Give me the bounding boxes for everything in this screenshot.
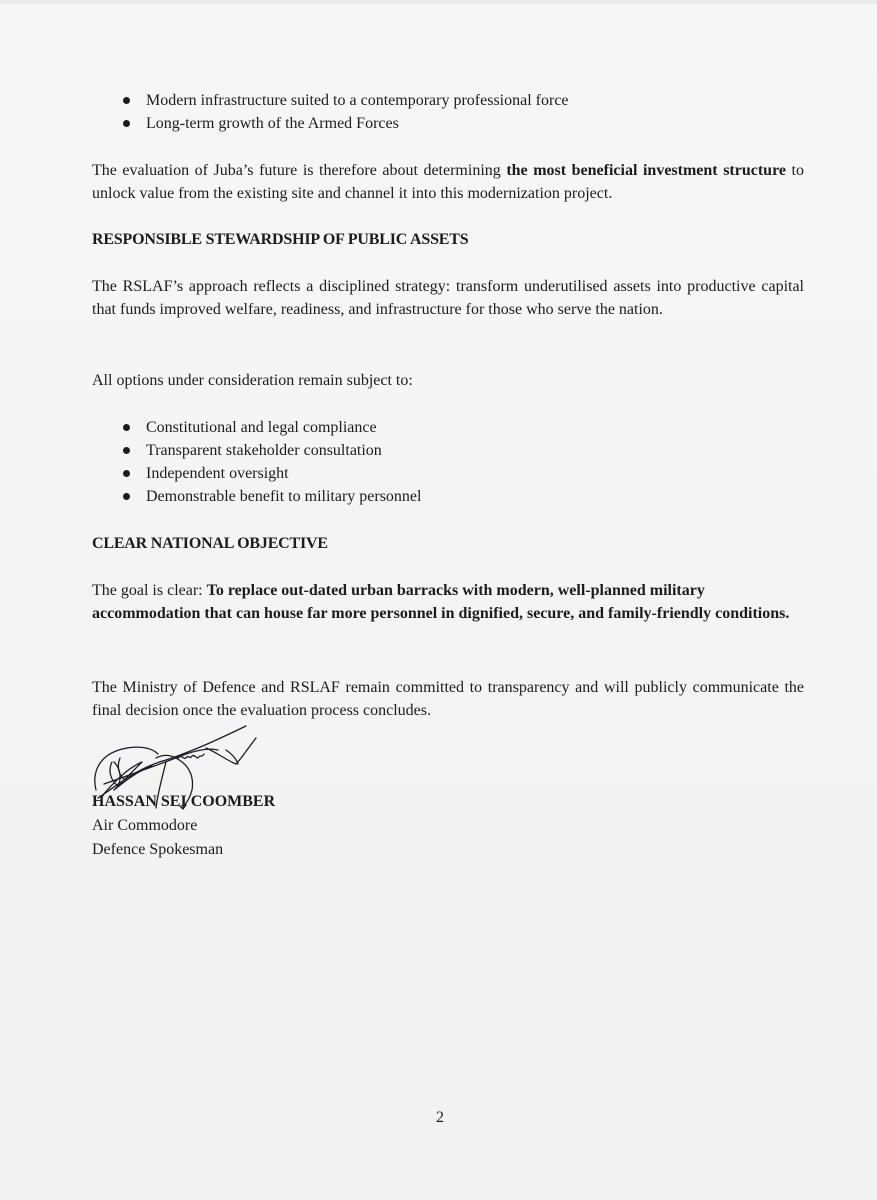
bullet-icon [123, 447, 130, 454]
bullet-icon [123, 424, 130, 431]
closing-paragraph: The Ministry of Defence and RSLAF remain committed to transparency and will publicly communicate the final decision once the evaluation process concludes. [92, 679, 804, 719]
paragraph-text: The goal is clear: [92, 582, 207, 599]
top-bullet-list [120, 89, 569, 135]
options-intro: All options under consideration remain subject to: [92, 372, 413, 389]
list-item [120, 89, 569, 112]
list-item-text: Independent oversight [146, 465, 289, 482]
evaluation-paragraph [92, 159, 804, 205]
bullet-icon [123, 120, 130, 127]
signatory-name: HASSAN SEI COOMBER [92, 793, 276, 810]
section-heading-objective: CLEAR NATIONAL OBJECTIVE [92, 535, 328, 552]
options-list [120, 416, 421, 508]
list-item [120, 439, 421, 462]
stewardship-paragraph: The RSLAF’s approach reflects a disciplined strategy: transform underutilised assets into productive capital that funds improved welfare, readiness, and infrastructure for those who serve the nation. [92, 278, 804, 318]
goal-paragraph [92, 579, 792, 625]
goal-statement: To replace out-dated urban barracks with modern, well-planned military accommodation that can house far more personnel in dignified, secure, and family-friendly conditions. [92, 582, 790, 622]
signatory-title: Defence Spokesman [92, 841, 224, 858]
list-item-text: Transparent stakeholder consultation [146, 442, 382, 459]
signatory-rank: Air Commodore [92, 817, 198, 834]
list-item [120, 112, 569, 135]
paragraph-text: The evaluation of Juba’s future is therefore about determining [92, 162, 507, 179]
bullet-icon [123, 97, 130, 104]
list-item-text: Constitutional and legal compliance [146, 419, 377, 436]
list-item [120, 416, 421, 439]
bullet-icon [123, 470, 130, 477]
list-item-text: Demonstrable benefit to military personnel [146, 488, 422, 505]
page-number: 2 [436, 1109, 444, 1126]
list-item-text: Modern infrastructure suited to a contemporary professional force [146, 92, 569, 109]
paragraph-text: to unlock value from the existing site and channel it into this modernization project. [92, 162, 805, 202]
list-item-text: Long-term growth of the Armed Forces [146, 115, 399, 132]
page-top-edge [0, 0, 877, 4]
list-item [120, 485, 421, 508]
section-heading-stewardship: RESPONSIBLE STEWARDSHIP OF PUBLIC ASSETS [92, 231, 469, 248]
signatory-block [92, 790, 275, 862]
list-item [120, 462, 421, 485]
bullet-icon [123, 493, 130, 500]
paragraph-bold-text: the most beneficial investment structure [506, 162, 786, 179]
